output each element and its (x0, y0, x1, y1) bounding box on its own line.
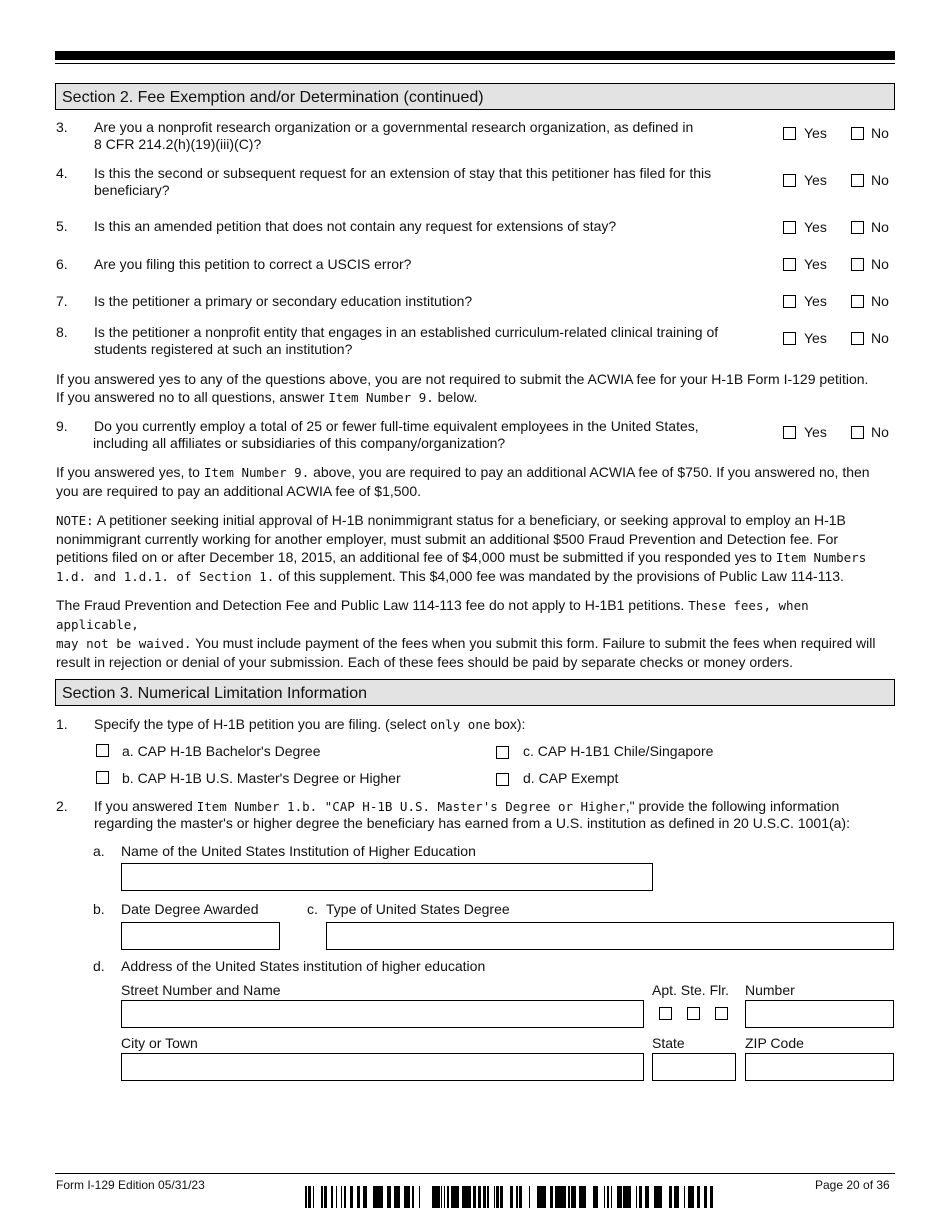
field-c-letter: c. (307, 901, 318, 917)
note-line1: A petitioner seeking initial approval of H-1B nonimmigrant status for a beneficiary, or seeking approval to employ an H-1B (93, 512, 846, 528)
address-label: Address of the United States institution of higher education (121, 958, 486, 974)
acwia-fee-paragraph (56, 463, 896, 500)
question-5-no-label: No (871, 219, 889, 235)
flr-checkbox[interactable] (715, 1007, 728, 1020)
answered-yes-line2a: If you answered no to all questions, answer (56, 389, 329, 405)
question-3-no-checkbox[interactable] (851, 127, 864, 140)
question-5-line1: Is this an amended petition that does not contain any request for extensions of stay? (94, 218, 617, 234)
top-rule-thin (55, 63, 895, 64)
note-item-numbers-ref: Item Numbers (775, 550, 867, 565)
question-8-number: 8. (56, 324, 68, 340)
question-9-line2: including all affiliates or subsidiaries of this company/organization? (93, 435, 506, 451)
question-8-yes-checkbox[interactable] (783, 332, 796, 345)
zip-label: ZIP Code (745, 1035, 804, 1051)
question-6-text (94, 256, 754, 273)
question-6-no-label: No (871, 256, 889, 272)
note-label: NOTE: (56, 513, 94, 528)
note-line4b: of this supplement. This $4,000 fee was mandated by the provisions of Public Law 114-113. (274, 568, 844, 584)
note-section1-ref: 1.d. and 1.d.1. of Section 1. (56, 569, 275, 584)
s3-question-2-number: 2. (56, 798, 68, 814)
question-7-line1: Is the petitioner a primary or secondary education institution? (94, 293, 473, 309)
question-7-no-checkbox[interactable] (851, 295, 864, 308)
question-5-number: 5. (56, 218, 68, 234)
question-4-text (94, 165, 754, 199)
question-9-yes-label: Yes (804, 424, 827, 440)
s3-q2-line2: regarding the master's or higher degree the beneficiary has earned from a U.S. institution as defined in 20 U.S.C. 1001(a): (94, 815, 850, 831)
question-8-no-checkbox[interactable] (851, 332, 864, 345)
fraud-line2a: may not be waived. (56, 636, 192, 651)
s3-q1-text-c: box): (490, 716, 526, 732)
answered-yes-line1: If you answered yes to any of the questions above, you are not required to submit the ACWIA fee for your H-1B Form I-129 petition. (56, 371, 869, 387)
s3-q1-text-a: Specify the type of H-1B petition you are filing. (select (94, 716, 431, 732)
section-2-header: Section 2. Fee Exemption and/or Determination (continued) (55, 83, 895, 110)
top-rule-thick (55, 51, 895, 60)
ste-checkbox[interactable] (687, 1007, 700, 1020)
question-3-line2: 8 CFR 214.2(h)(19)(iii)(C)? (94, 136, 262, 152)
question-5-yes-label: Yes (804, 219, 827, 235)
cap-bachelor-checkbox[interactable] (96, 744, 109, 757)
question-9-yes-checkbox[interactable] (783, 426, 796, 439)
s3-q1-only-one: only one (430, 717, 491, 732)
question-4-no-label: No (871, 172, 889, 188)
question-7-text (94, 293, 754, 310)
question-7-yes-label: Yes (804, 293, 827, 309)
question-3-line1: Are you a nonprofit research organization or a governmental research organization, as defined in (94, 119, 694, 135)
fee-item-ref: Item Number 9. (203, 465, 310, 480)
question-3-text (94, 119, 754, 153)
section-3-header: Section 3. Numerical Limitation Information (55, 679, 895, 706)
barcode-icon (305, 1186, 713, 1208)
s3-q2-item-ref: Item Number 1.b. "CAP H-1B U.S. Master's Degree or Higher (196, 799, 626, 814)
apt-checkbox[interactable] (659, 1007, 672, 1020)
number-label: Number (745, 982, 795, 998)
question-7-no-label: No (871, 293, 889, 309)
question-9-no-label: No (871, 424, 889, 440)
date-degree-label: Date Degree Awarded (121, 901, 259, 917)
apt-ste-flr-label: Apt. Ste. Flr. (652, 982, 730, 998)
question-8-yes-label: Yes (804, 330, 827, 346)
question-4-line2: beneficiary? (94, 182, 170, 198)
fee-line1c: above, you are required to pay an additional ACWIA fee of $750. If you answered no, then (309, 464, 870, 480)
item-number-9-ref: Item Number 9. (328, 390, 434, 405)
question-4-number: 4. (56, 165, 68, 181)
question-4-yes-checkbox[interactable] (783, 174, 796, 187)
note-line2: nonimmigrant currently working for another employer, must submit an additional $500 Fraud Prevention and Detection fee. For (56, 531, 839, 547)
question-8-no-label: No (871, 330, 889, 346)
question-3-yes-checkbox[interactable] (783, 127, 796, 140)
fraud-line1a: The Fraud Prevention and Detection Fee and Public Law 114-113 fee do not apply to H-1B1 petitions. (56, 597, 689, 613)
city-label: City or Town (121, 1035, 198, 1051)
cap-chile-singapore-checkbox[interactable] (496, 746, 509, 759)
question-4-no-checkbox[interactable] (851, 174, 864, 187)
degree-type-input[interactable] (326, 922, 894, 950)
footer-rule (55, 1173, 895, 1174)
fraud-line2b: You must include payment of the fees when you submit this form. Failure to submit the fees when required will (191, 635, 876, 651)
institution-name-input[interactable] (121, 863, 653, 891)
state-label: State (652, 1035, 685, 1051)
street-input[interactable] (121, 1000, 644, 1028)
zip-input[interactable] (745, 1053, 894, 1081)
cap-exempt-checkbox[interactable] (496, 773, 509, 786)
question-8-text (94, 324, 754, 358)
page-number: Page 20 of 36 (815, 1178, 890, 1192)
fee-line1a: If you answered yes, to (56, 464, 204, 480)
s3-question-1-number: 1. (56, 716, 68, 732)
question-3-yes-label: Yes (804, 125, 827, 141)
question-9-no-checkbox[interactable] (851, 426, 864, 439)
question-8-line2: students registered at such an institution? (94, 341, 353, 357)
number-input[interactable] (745, 1000, 894, 1028)
cap-bachelor-label: a. CAP H-1B Bachelor's Degree (122, 743, 321, 759)
question-4-yes-label: Yes (804, 172, 827, 188)
field-a-letter: a. (93, 843, 105, 859)
cap-masters-label: b. CAP H-1B U.S. Master's Degree or Higher (122, 770, 401, 786)
field-d-letter: d. (93, 958, 105, 974)
cap-exempt-label: d. CAP Exempt (523, 770, 619, 786)
field-b-letter: b. (93, 901, 105, 917)
answered-yes-paragraph (56, 370, 896, 407)
fraud-line1b: These fees, when applicable, (56, 598, 809, 632)
question-6-yes-label: Yes (804, 256, 827, 272)
question-9-number: 9. (56, 418, 68, 434)
form-edition: Form I-129 Edition 05/31/23 (56, 1178, 205, 1192)
question-6-line1: Are you filing this petition to correct a USCIS error? (94, 256, 412, 272)
street-label: Street Number and Name (121, 982, 281, 998)
question-7-number: 7. (56, 293, 68, 309)
institution-name-label: Name of the United States Institution of Higher Education (121, 843, 476, 859)
fee-line2: you are required to pay an additional ACWIA fee of $1,500. (56, 483, 422, 499)
degree-type-label: Type of United States Degree (326, 901, 510, 917)
note-paragraph (56, 511, 896, 586)
fraud-fee-paragraph (56, 596, 896, 671)
question-6-no-checkbox[interactable] (851, 258, 864, 271)
note-line3a: petitions filed on or after December 18, 2015, an additional fee of $4,000 must be submitted if you responded yes to (56, 549, 776, 565)
question-3-number: 3. (56, 119, 68, 135)
question-5-text (94, 218, 754, 235)
question-9-line1: Do you currently employ a total of 25 or fewer full-time equivalent employees in the United States, (94, 418, 699, 434)
question-9-text (94, 418, 754, 452)
question-6-yes-checkbox[interactable] (783, 258, 796, 271)
answered-yes-line2c: below. (433, 389, 478, 405)
s3-q2-line1c: ," provide the following information (625, 798, 840, 814)
date-degree-input[interactable] (121, 922, 280, 950)
question-4-line1: Is this the second or subsequent request for an extension of stay that this petitioner has filed for this (94, 165, 712, 181)
question-3-no-label: No (871, 125, 889, 141)
question-7-yes-checkbox[interactable] (783, 295, 796, 308)
s3-question-2-text (94, 798, 894, 832)
state-select[interactable] (652, 1053, 736, 1081)
question-5-no-checkbox[interactable] (851, 221, 864, 234)
question-8-line1: Is the petitioner a nonprofit entity that engages in an established curriculum-related clinical training of (94, 324, 719, 340)
fraud-line3: result in rejection or denial of your submission. Each of these fees should be paid by separate checks or money orders. (56, 654, 793, 670)
question-5-yes-checkbox[interactable] (783, 221, 796, 234)
question-6-number: 6. (56, 256, 68, 272)
city-input[interactable] (121, 1053, 644, 1081)
s3-question-1-text (94, 716, 874, 733)
cap-masters-checkbox[interactable] (96, 771, 109, 784)
s3-q2-line1a: If you answered (94, 798, 197, 814)
cap-chile-singapore-label: c. CAP H-1B1 Chile/Singapore (523, 743, 714, 759)
